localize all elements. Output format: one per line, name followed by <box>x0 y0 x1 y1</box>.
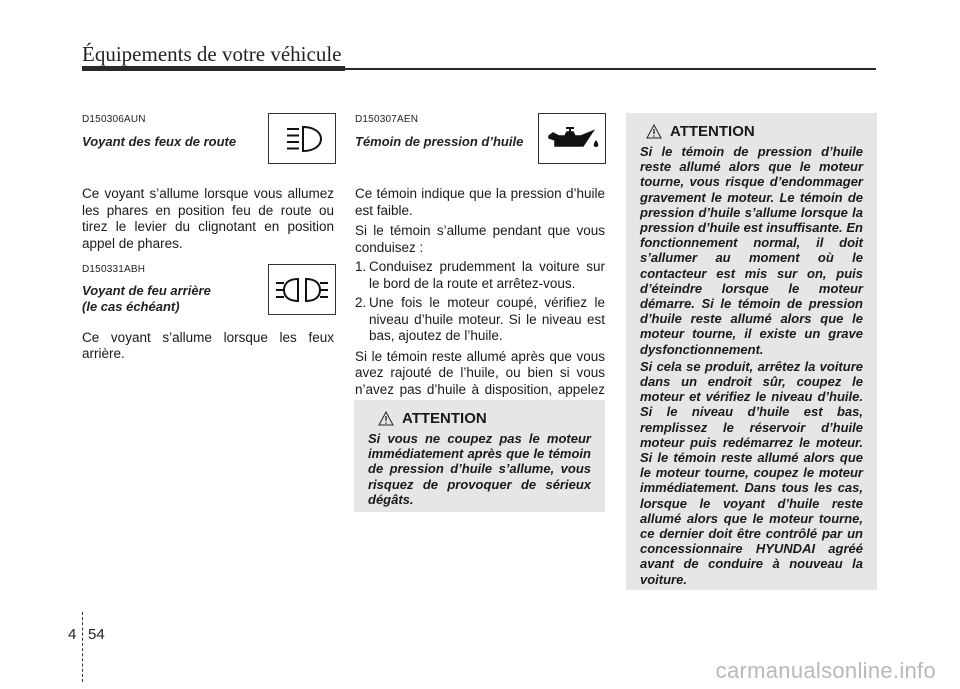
rear-fog-light-icon <box>274 275 330 305</box>
warning-header <box>646 123 863 140</box>
warning-header <box>378 410 591 427</box>
high-beam-icon <box>279 124 325 154</box>
warning-triangle-icon <box>646 124 662 139</box>
watermark-text: carmanualsonline.info <box>715 658 936 683</box>
warning-title: ATTENTION <box>670 123 755 140</box>
list-item-number: 2. <box>355 295 367 310</box>
warning-text-2: Si cela se produit, arrêtez la voiture dans un endroit sûr, coupez le moteur et vérifiez le niveau d’huile. Si le niveau d’huile est bas, remplissez le réservoir d’huile moteur puis redémarrez le moteur. Si le témoin reste allumé alors que le moteur tourne, coupez le moteur immédiatement. Dans tous les cas, lorsque le voyant d’huile reste allumé alors que le moteur tourne, ce dernier doit être contrôlé par un concessionnaire HYUNDAI agréé avant de conduire à nouveau la voiture. <box>640 358 863 587</box>
page-number: 54 <box>88 626 105 643</box>
high-beam-icon-box <box>268 113 336 164</box>
header-rule <box>82 66 345 71</box>
warning-text-1: Si le témoin de pression d’huile reste allumé alors que le moteur tourne, vous risque d’endommager gravement le moteur. Le témoin de pression d’huile s’allume lorsque la pression d’huile est insuffisante. En fonctionnement normal, il doit s’allumer au moment où le contacteur est mis sur on, puis d’éteindre lorsque le moteur démarre. Si le témoin de pression d’huile reste allumé alors que le moteur tourne, il existe un grave dysfonctionnement. <box>640 144 863 357</box>
footer-divider <box>82 612 83 682</box>
oil-steps-list <box>355 259 605 345</box>
oil-outro: Si le témoin reste allumé après que vous avez rajouté de l’huile, ou bien si vous n’avez pas d’huile à disposition, appelez <box>355 348 605 397</box>
warning-title: ATTENTION <box>402 410 487 427</box>
rear-fog-light-icon-box <box>268 264 336 315</box>
oil-intro-1: Ce témoin indique que la pression d’huile est faible. <box>355 186 605 218</box>
section-heading: Voyant de feu arrière <box>82 282 211 298</box>
section-code: D150331ABH <box>82 264 146 275</box>
section-heading-sub: (le cas échéant) <box>82 299 180 314</box>
list-item-number: 1. <box>355 259 367 274</box>
header-rule-thin <box>345 68 876 70</box>
oil-pressure-icon-box <box>538 113 606 164</box>
page-header-title: Équipements de votre véhicule <box>82 42 342 66</box>
section-text: Ce voyant s’allume lorsque les feux arrière. <box>82 329 334 361</box>
section-heading: Voyant des feux de route <box>82 133 237 149</box>
warning-triangle-icon <box>378 411 394 426</box>
warning-text: Si vous ne coupez pas le moteur immédiatement après que le témoin de pression d’huile s’allume, vous risquez de provoquer de sérieux dégâts. <box>368 431 591 507</box>
oil-pressure-icon <box>543 124 601 154</box>
chapter-number: 4 <box>68 626 77 643</box>
list-item-text: Conduisez prudemment la voiture sur le bord de la route et arrêtez-vous. <box>369 259 605 291</box>
section-code: D150306AUN <box>82 114 146 125</box>
warning-box-right <box>626 113 877 590</box>
section-text: Ce voyant s’allume lorsque vous allumez les phares en position feu de route ou tirez le levier du clignotant en position appel de phares. <box>82 186 334 251</box>
list-item <box>355 295 605 345</box>
warning-box-middle <box>354 400 605 512</box>
oil-intro-2: Si le témoin s’allume pendant que vous conduisez : <box>355 223 605 255</box>
section-heading: Témoin de pression d’huile <box>355 133 524 149</box>
list-item-text: Une fois le moteur coupé, vérifiez le niveau d’huile moteur. Si le niveau est bas, ajoutez de l’huile. <box>369 295 605 343</box>
list-item <box>355 259 605 292</box>
section-code: D150307AEN <box>355 114 419 125</box>
